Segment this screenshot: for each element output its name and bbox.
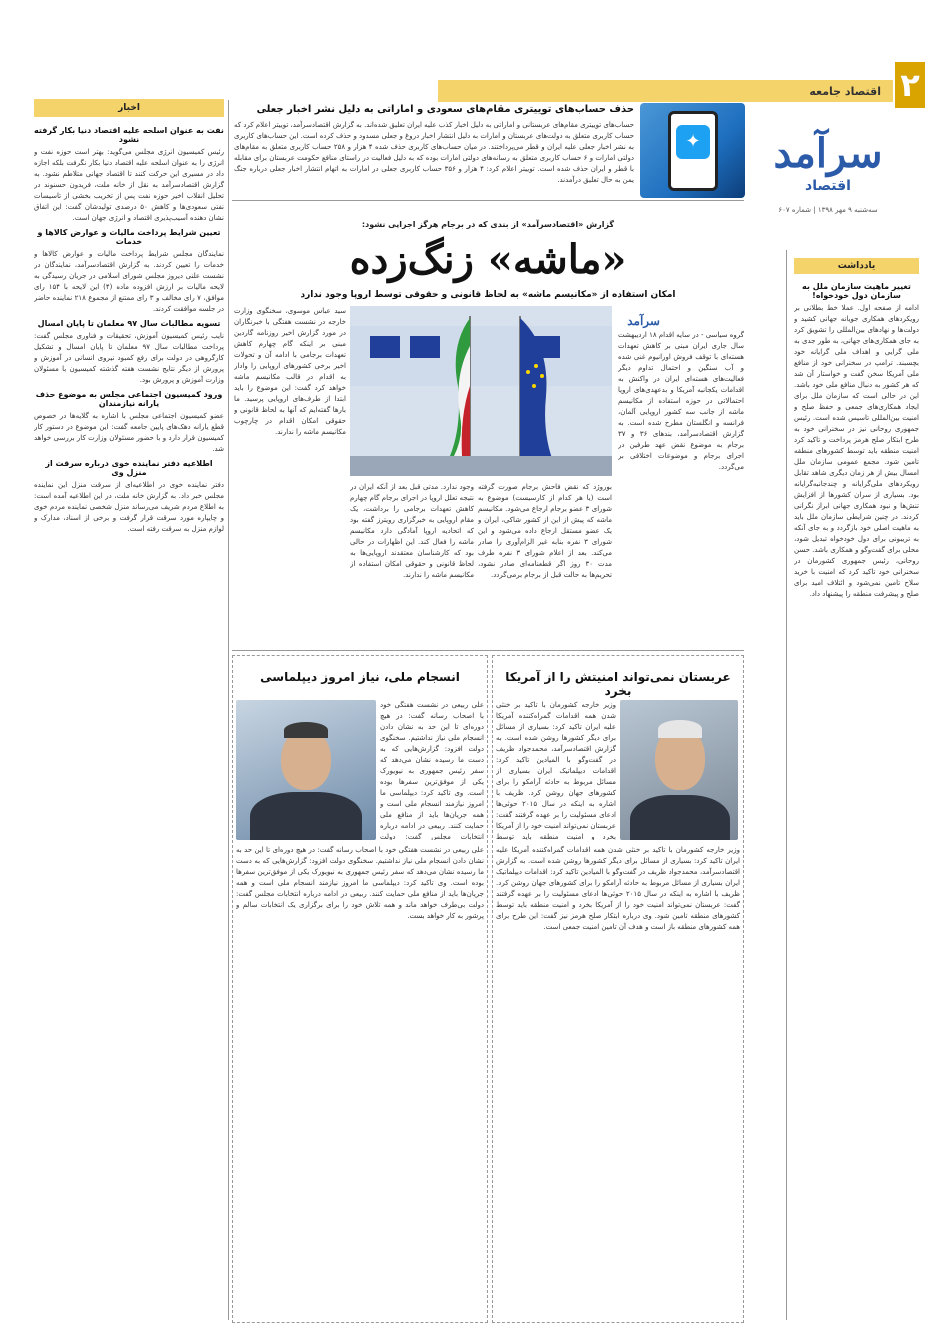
flags-photo: [350, 306, 612, 476]
masthead-logo: [763, 100, 893, 240]
interview-body: وزیر خارجه کشورمان با تاکید بر خنثی شدن همه اقدامات گمراه‌کننده آمریکا علیه ایران تاکید کرد: بسیاری از مسائل برای دیگر کشورها روشن شده است. به گزارش اقتصادسرآمد، محمدجواد ظریف در گفت‌وگو با المیادین تاکید کرد: اقدامات دیپلماتیک ایران بسیاری از مسائل مربوط به حادثه آرامکو را برای کشورهای جهان روشن کرد. ظریف با اشاره به اینکه در سال ۲۰۱۵ حوثی‌ها ادعای مسئولیت را بر عهده گرفتند گفت: عربستان نمی‌تواند امنیت خود را از آمریکا بخرد و امنیت منطقه باید توسط: [496, 701, 616, 840]
main-body-col4: سید عباس موسوی، سخنگوی وزارت خارجه در نشست هفتگی با خبرنگاران در مورد گزارش اخیر روزنامه گاردین مبنی بر اینکه گام چهارم کاهش تعهدات برجامی با ادامه آن و تحولات اخیر برخی کشورهای اروپایی را وادار به اقدام در قالب مکانیسم ماشه خواهد کرد گفت: این موضوع را باید ابتدا از طرف‌های اروپایی پرسید. ما بارها گفته‌ایم که آنها به لحاظ قانونی و حقوقی امکان اقدام در چارچوب مکانیسم ماشه را ندارند.: [234, 307, 346, 436]
column-logo: سرآمد: [627, 314, 660, 328]
divider: [232, 200, 744, 201]
news-title: تسویه مطالبات سال ۹۷ معلمان تا پایان امسال: [37, 319, 221, 328]
editorial-title: تغییر ماهیت سازمان ملل به سازمان دول خودخواه!: [802, 282, 911, 300]
news-body: نمایندگان مجلس شرایط پرداخت مالیات و عوارض کالاها و خدمات را تعیین کردند. به گزارش اقتصادسرآمد، نمایندگان در نشست علنی دیروز مجلس شورای اسلامی در جریان رسیدگی به لایحه مالیات بر ارزش افزوده ماده (۴) این لایحه با ۱۵۴ رای موافق، ۷ رای مخالف و ۳ رای ممتنع از مجموع ۲۱۸ نماینده حاضر در جلسه موافقت کردند.: [34, 250, 224, 313]
news-title: ورود کمیسیون اجتماعی مجلس به موضوع حذف یارانه نیازمندان: [35, 390, 223, 408]
news-body: رئیس کمیسیون انرژی مجلس می‌گوید: بهتر است حوزه نفت و انرژی را به عنوان اسلحه علیه اقتصاد دنیا بکار نگرفت بلکه اجازه داد در مسیری این حرکت کنند تا اقتصاد جهانی متلاطم نشود. به گزارش اقتصادسرآمد به نقل از خانه ملت، فریدون حسنوند در تحلیل انقلاب اخیر حوزه نفت پس از تخریب بخشی از تاسیسات نفتی سعودی‌ها و کاهش ۵۰ درصدی تولیدشان گفت: این اتفاق نشان دهنده آسیب‌پذیری اقتصاد و انرژی جهان است.: [34, 148, 224, 222]
divider: [786, 250, 787, 1320]
main-headline: «ماشه» زنگ‌زده: [349, 236, 627, 283]
interview-body: علی ربیعی در نشست هفتگی خود با اصحاب رسانه گفت: در هیچ دوره‌ای تا این حد به نشان دادن انسجام ملی نیاز نداشتیم. سخنگوی دولت افزود: گزارش‌هایی که به دست ما رسیده نشان می‌دهد که سفر رئیس جمهوری به نیویورک یکی از موفق‌ترین سفرها بوده است. وی تاکید کرد: دیپلماسی ما امروز نیازمند انسجام ملی است و همه جریان‌ها باید از منافع ملی حمایت کنند. ربیعی در ادامه درباره انتخابات مجلس گفت: دولت: [380, 701, 484, 840]
section-title: اقتصاد جامعه: [438, 80, 893, 102]
divider: [232, 650, 744, 651]
news-body: دفتر نماینده خوی در اطلاعیه‌ای از سرقت منزل این نماینده مجلس خبر داد. به گزارش خانه ملت، در این اطلاعیه آمده است: به اطلاع مردم شریف می‌رساند منزل شخصی نماینده مردم خوی و چایپاره مورد سرقت قرار گرفت و برخی از اسناد، مدارک و لوازم منزل به سرقت رفته است.: [34, 481, 224, 533]
portrait-photo: [236, 700, 376, 840]
news-title: اطلاعیه دفتر نماینده خوی درباره سرقت از منزل وی: [45, 459, 213, 477]
logo-sub: اقتصاد: [805, 178, 851, 194]
main-subhead: امکان استفاده از «مکانیسم ماشه» به لحاظ قانونی و حقوقی توسط اروپا وجود ندارد: [300, 290, 676, 300]
main-body-col1: گروه سیاسی - در سایه اقدام ۱۸ اردیبهشت سال جاری ایران مبنی بر کاهش تعهدات هسته‌ای با توقف فروش اورانیوم غنی شده و آب سنگین و احتمال تداوم دیگر فعالیت‌های هسته‌ای ایران در واکنش به اقدامات یکجانبه آمریکا و بدعهدی‌های اروپا احتمالاتی در حوزه استفاده از مکانیسم ماشه از جانب سه کشور اروپایی آلمان، فرانسه و انگلستان مطرح شده است. به گزارش اقتصادسرآمد، بندهای ۳۶ و ۳۷ برجام به موضوع نقض عهد طرفین در اجرای برجام و موضوعات اختلافی بر می‌گردد.: [618, 331, 744, 471]
main-kicker: گزارش «اقتصادسرآمد» از بندی که در برجام هرگز اجرایی نشود:: [361, 220, 615, 229]
page-number: ۲: [895, 62, 925, 108]
main-body-col2: بوروژد که نقض فاحش برجام صورت گرفته است (یا هر کدام از کارسیست) موضوع به شورای ۳ عضو برجام ارجاع می‌شود. مکانیسم ماشه که پیش از این از کشور شاکی، ایران و یک عضو مستقل ارجاع داده می‌شود و این شورای ۳ نفره بنابه غیر الزام‌آوری را صادر می‌کند. بعد از اعلام شورای ۳ نفره طرف مدت ۳۰ روز اگر قطعنامه‌ای صادر نشود، تحریم‌ها به حالت قبل از برجام برمی‌گردد.: [478, 483, 612, 579]
interview-title: عربستان نمی‌تواند امنیتش را از آمریکا بخرد: [505, 670, 731, 698]
interview-body-cont: علی ربیعی در نشست هفتگی خود با اصحاب رسانه گفت: در هیچ دوره‌ای تا این حد به نشان دادن انسجام ملی نیاز نداشتیم. سخنگوی دولت افزود: گزارش‌هایی که به دست ما رسیده نشان می‌دهد که سفر رئیس جمهوری به نیویورک یکی از موفق‌ترین سفرها بوده است. وی تاکید کرد: دیپلماسی ما امروز نیازمند انسجام ملی است و همه جریان‌ها باید از منافع ملی حمایت کنند. ربیعی در ادامه درباره انتخابات مجلس گفت: دولت بی‌طرف خواهد ماند و همه تلاش خود را برای برگزاری یک انتخابات سالم و پرشور به کار خواهد بست.: [236, 846, 484, 920]
editorial-bar: یادداشت: [794, 258, 919, 274]
news-bar: اخبار: [34, 99, 224, 117]
top-story-body: حساب‌های توییتری مقام‌های عربستانی و اماراتی به دلیل اخبار کذب علیه ایران تعلیق شده‌اند. به گزارش اقتصادسرآمد، توییتر اعلام کرد که حساب کاربری متعلق به دولت‌های عربستان و امارات به دلیل انتشار اخبار دروغ و جعلی مسدود و حذف کرده است. این حساب‌های کاربری به نشر اخبار جعلی علیه ایران و قطر می‌پرداختند. در میان حساب‌های کاربری حذف شده ۴ هزار و ۲۵۸ حساب کاربری متعلق به مقام‌های دولتی امارات و ۶ حساب کاربری متعلق به رسانه‌های دولتی امارات بوده که به دلیل فعالیت در راستای منافع حکومت عربستان برای مقابله با قطر و ایران حذف شده است. توییتر اعلام کرد: ۴ هزار و ۳۵۶ حساب کاربری جعلی در امارات به اتهام انتشار اخبار جعلی درباره جنگ یمن به حال تعلیق درآمدند.: [234, 121, 635, 184]
news-title: تعیین شرایط پرداخت مالیات و عوارض کالاها و خدمات: [37, 228, 221, 246]
news-column: [34, 122, 224, 1322]
interview-body-cont: وزیر خارجه کشورمان با تاکید بر خنثی شدن همه اقدامات گمراه‌کننده آمریکا علیه ایران تاکید کرد: بسیاری از مسائل برای دیگر کشورها روشن شده است. به گزارش اقتصادسرآمد، محمدجواد ظریف در گفت‌وگو با المیادین تاکید کرد: اقدامات دیپلماتیک ایران بسیاری از مسائل مربوط به حادثه آرامکو را برای کشورهای جهان روشن کرد. ظریف با اشاره به اینکه در سال ۲۰۱۵ حوثی‌ها ادعای مسئولیت را بر عهده گرفتند گفت: عربستان نمی‌تواند امنیت خود را از آمریکا بخرد و امنیت منطقه باید توسط کشورهای منطقه تامین شود. وی درباره ابتکار صلح هرمز نیز گفت: این طرح برای همه کشورهای منطقه باز است و هدف آن تامین امنیت جمعی است.: [496, 846, 740, 931]
date-line: سه‌شنبه ۹ مهر ۱۳۹۸ | شماره ۶۰۷: [778, 206, 878, 214]
logo-mark: سرآمد: [773, 130, 883, 177]
editorial-body: ادامه از صفحه اول. عملا خط بطلانی بر رویکردهای همکاری جویانه جهانی کشید و دولت‌ها و نهادهای بین‌المللی را تشویق کرد به جای همکاری‌های جهانی، به طور جدی به ملی گرایی و اهداف ملی گرایانه خود بچسبند. ترامپ در سخنرانی خود از منافع ملی آمریکا سخن گفت و خواستار آن شد که هر کشور به دنبال منافع ملی خود باشد. این در حالی است که سازمان ملل برای ایجاد همکاری‌های جمعی و حفظ صلح و امنیت بین‌المللی تاسیس شده است. رئیس جمهوری روحانی نیز در سخنرانی خود به طرح ابتکار صلح هرمز پرداخت و تاکید کرد امنیت منطقه باید توسط کشورهای منطقه تامین شود. مجمع عمومی سازمان ملل امسال بیش از هر زمان دیگری شاهد تقابل رویکردهای ملی‌گرایانه و چندجانبه‌گرایانه بود. بسیاری از سران کشورها از افزایش تنش‌ها و نبود همکاری جهانی ابراز نگرانی کردند. در چنین شرایطی سازمان ملل باید به ماهیت اصلی خود بازگردد و به جای آنکه به تریبونی برای دول خودخواه تبدیل شود، محلی برای گفت‌وگو و همکاری باشد. حسن روحانی، رئیس جمهوری کشورمان در سخنرانی خود تاکید کرد که امنیت با خرید سلاح تامین نمی‌شود و ائتلاف امید برای صلح و پیشرفت منطقه را پیشنهاد داد.: [794, 304, 919, 598]
top-story-title: حذف حساب‌های توییتری مقام‌های سعودی و اماراتی به دلیل نشر اخبار جعلی: [256, 104, 634, 115]
editorial-column: [794, 278, 919, 1318]
twitter-icon: ✦: [676, 125, 710, 159]
twitter-phone-image: [640, 103, 745, 198]
portrait-photo: [620, 700, 738, 840]
news-title: نفت به عنوان اسلحه علیه اقتصاد دنیا بکار گرفته نشود: [34, 126, 224, 144]
news-body: نایب رئیس کمیسیون آموزش، تحقیقات و فناوری مجلس گفت: پرداخت مطالبات سال ۹۷ معلمان تا پایان امسال و تشکیل کارگروهی در دولت برای رفع کمبود نیروی انسانی در آموزش و پرورش از دیگر نتایج نشست هفته گذشته کمیسیون با مسئولان وزارت آموزش و پرورش بود.: [34, 332, 224, 384]
interview-title: انسجام ملی، نیاز امروز دیپلماسی: [260, 670, 460, 684]
main-body-col3: وجود ندارد. مدتی قبل بعد از آنکه ایران در نتیجه تعلل اروپا در اجرای برجام گام چهارم کاهش تعهدات برجامی را برداشت، یک مقام اروپایی به خبرگزاری رویترز گفته بود که اتحادیه اروپا آمادگی دارد مکانیسم ماشه را فعال کند. این اظهارات در حالی بود که کارشناسان معتقدند اروپایی‌ها به لحاظ قانونی و حقوقی امکان استفاده از مکانیسم ماشه را ندارند.: [350, 483, 474, 579]
news-body: عضو کمیسیون اجتماعی مجلس با اشاره به گلایه‌ها در خصوص قطع یارانه دهک‌های پایین جامعه گفت: این موضوع در دستور کار کمیسیون قرار دارد و با حضور مسئولان وزارت کار بررسی خواهد شد.: [34, 412, 224, 453]
divider: [228, 100, 229, 1320]
